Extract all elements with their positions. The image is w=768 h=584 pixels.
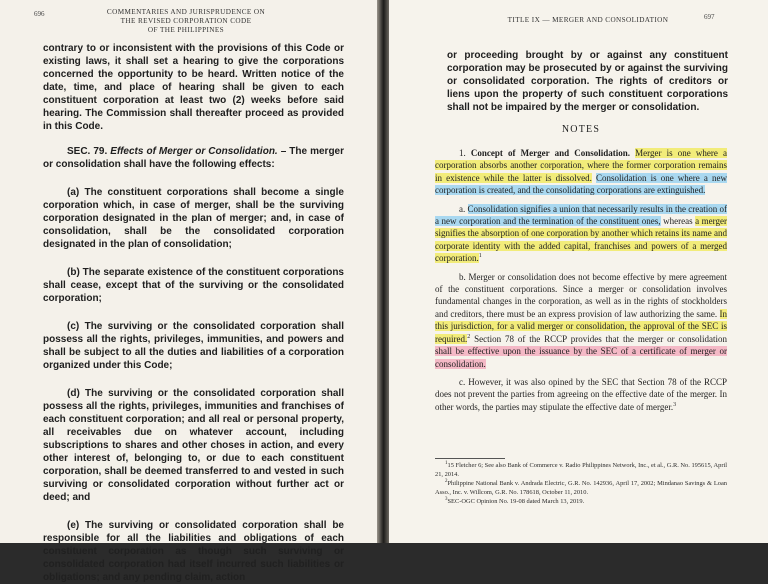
footnote-2-number: 2 — [445, 479, 448, 485]
note-b-plain-2: Section 78 of the RCCP provides that the merger or consolidation — [470, 333, 727, 344]
footnotes — [435, 462, 727, 508]
left-running-head — [64, 8, 308, 36]
effect-item-c: (c) The surviving or the consolidated corporation shall possess all the rights, privileges, immunities, and powers and shall be subject to all the duties and liabilities of a corporation organized under this Code; — [43, 321, 344, 371]
note-c-text: However, it was also opined by the SEC that Section 78 of the RCCP does not prevent the parties from agreeing on the effective date of the merger. In other words, the parties may stipulate the effective date of merger. — [435, 376, 728, 412]
effect-item-b: (b) The separate existence of the constituent corporations shall cease, except that of the surviving or the consolidated corporation; — [43, 267, 344, 304]
note-1-title: Concept of Merger and Consolidation. — [470, 148, 631, 158]
note-c — [435, 376, 727, 413]
continuation-paragraph: contrary to or inconsistent with the provisions of this Code or existing laws, it shall set a hearing to give the corporations concerned the opportunity to be heard. Written notice of the date, time, and place of hearing shall be given to each constituent corporation at least two (2) weeks before said hearing. The Commission shall thereafter proceed as provided in this Code. — [43, 43, 344, 132]
left-page-number: 696 — [34, 10, 45, 18]
note-b-yellow-highlight: In this jurisdiction, for a valid merger or consolidation, the approval of the SEC is required. — [435, 308, 727, 344]
merger-definition-highlight: Merger is one where a corporation absorbs another corporation, where the former corporation remains in existence while the latter is dissolved. — [435, 148, 727, 183]
note-a-yellow-highlight: a merger signifies the absorption of one corporation by another which retains its name and corporate identity with the added capital, franchises and powers of a merged corporation. — [435, 216, 727, 264]
section-number: SEC. 79. — [67, 146, 108, 157]
notes-body — [435, 147, 727, 419]
footnote-1-text: 15 Fletcher 6; See also Bank of Commerce v. Radio Philippines Network, Inc., et al., G.R. No. 195615, April 21, 2014. — [435, 462, 727, 478]
effect-item-a: (a) The constituent corporations shall become a single corporation which, in case of merger, shall be the surviving corporation designated in the plan of merger; and, in case of consolidation, shall be the consolidated corporation designated in the plan of consolidation; — [43, 187, 344, 250]
left-body — [43, 42, 344, 584]
note-a-blue-highlight: Consolidation signifies a union that necessarily results in the creation of a new corporation and the termination of the constituent ones, — [435, 203, 728, 227]
note-1-number: 1. — [459, 148, 466, 158]
note-1 — [435, 147, 727, 197]
footnote-ref-1: 1 — [478, 253, 482, 260]
book-gutter — [377, 0, 389, 543]
note-a-label: a. — [459, 203, 466, 214]
footnote-1-number: 1 — [445, 460, 448, 466]
footnote-ref-2: 2 — [467, 333, 471, 340]
section-79 — [43, 145, 344, 171]
footnote-1 — [435, 462, 727, 479]
section-intro: – The merger or consolidation shall have the following effects: — [43, 146, 345, 170]
effect-item-d: (d) The surviving or the consolidated corporation shall possess all the rights, privileges, immunities and franchises of each constituent corporation; and all real or personal property, all receivables due on whatever account, including subscriptions to shares and other choses in action, and every other interest of, belonging to, or due to each constituent corporation, shall be deemed transferred to and vested in such surviving or consolidated corporation without further act or deed; and — [43, 388, 344, 503]
running-head-line: OF THE PHILIPPINES — [147, 26, 225, 35]
footnote-rule — [435, 458, 505, 459]
footnote-ref-3: 3 — [673, 401, 677, 408]
footnote-2 — [435, 480, 727, 497]
footnote-3-number: 3 — [445, 497, 448, 503]
left-page — [0, 0, 377, 583]
footnote-3-text: SEC-OGC Opinion No. 19-08 dated March 13, 2019. — [447, 498, 585, 506]
right-page-number: 697 — [704, 13, 715, 21]
note-a-plain: whereas — [660, 216, 696, 227]
continuation-paragraph: or proceeding brought by or against any constituent corporation may be prosecuted by or against the surviving or consolidated corporation. The rights of creditors or liens upon the property of such constituent corporations shall not be impaired by the merger or consolidation. — [447, 50, 728, 113]
footnote-2-text: Philippine National Bank v. Andrada Electric, G.R. No. 142936, April 17, 2002; Mindanao Savings & Loan Asso., Inc. v. Willcom, G.R. No. 178618, October 11, 2010. — [435, 480, 727, 496]
running-head-line: COMMENTARIES AND JURISPRUDENCE ON — [106, 8, 266, 16]
note-b-plain: Merger or consolidation does not become effective by mere agreement of the constituent corporations. Since a merger or consolidation involves fundamental changes in the corporation, as well as in the rights of stockholders and creditors, there must be an express provision of law authorizing the same. — [435, 271, 727, 319]
right-page — [389, 0, 768, 543]
section-title: Effects of Merger or Consolidation. — [110, 146, 278, 157]
running-head-line: THE REVISED CORPORATION CODE — [120, 17, 252, 26]
notes-heading: NOTES — [561, 124, 601, 135]
note-b-pink-highlight: shall be effective upon the issuance by the SEC of a certificate of merger or consolidation. — [435, 346, 727, 369]
right-running-head: TITLE IX — MERGER AND CONSOLIDATION — [507, 16, 669, 24]
consolidation-definition-highlight: Consolidation is one where a new corporation is created, and the consolidating corporations are extinguished. — [435, 172, 727, 196]
note-a — [435, 203, 727, 265]
note-b-label: b. — [459, 271, 466, 282]
effect-item-e: (e) The surviving or consolidated corporation shall be responsible for all the liabilities and obligations of each constituent corporation as though such surviving or consolidated corporation had itself incurred such liabilities or obligations; and any pending claim, action — [43, 520, 344, 583]
footnote-3 — [435, 498, 727, 507]
note-b — [435, 271, 727, 370]
note-c-label: c. — [459, 376, 466, 387]
